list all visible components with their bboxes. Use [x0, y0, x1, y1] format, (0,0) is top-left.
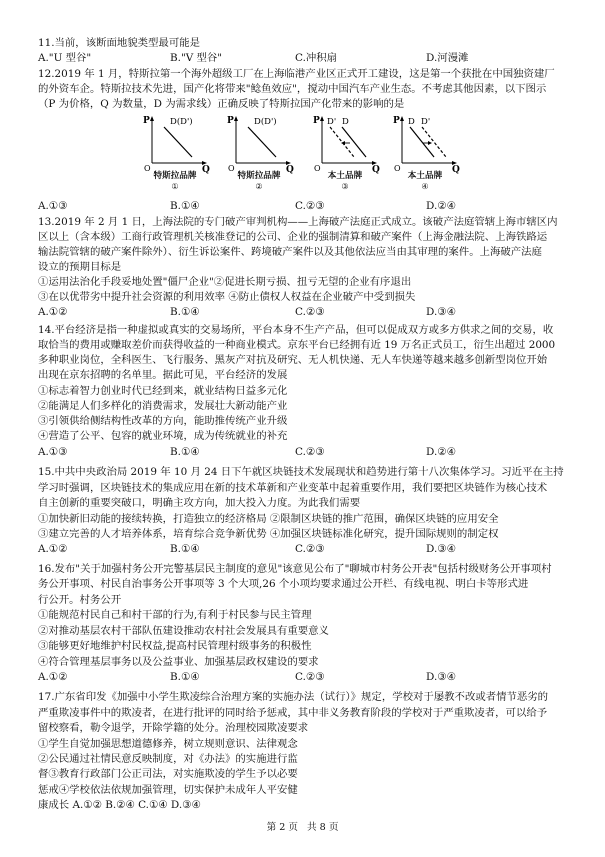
page-number: 第 2 页 [266, 822, 298, 833]
q14-stem-line-1: 14.平台经济是指一种虚拟或真实的交易场所，平台本身不生产产品，但可以促成双方或多方供求之间的交易，收 [38, 324, 554, 336]
graph-3-d1-label: D' [327, 117, 337, 127]
q15-item-line-1: ①加快新旧动能的接续转换，打造独立的经济格局 ②限制区块链的推广范围，确保区块链的应用安全 [38, 513, 499, 525]
q11-option-b: B."V 型谷" [170, 52, 223, 64]
q12-option-a: A.①③ [38, 200, 68, 212]
q11-stem: 11.当前，该断面地貌类型最可能是 [38, 37, 200, 49]
q17-item-line-4: 惩戒④学校依法依规加强管理，切实保护未成年人平安健 [38, 784, 298, 796]
q14-item-1: ①标志着智力创业时代已经到来，就业结构日益多元化 [38, 385, 288, 397]
q15-option-b: B.①④ [170, 543, 200, 555]
q14-options [38, 446, 568, 459]
q12-stem-line-2: 的外资车企。特斯拉技术先进，国产化将带来"鲶鱼效应"，搅动中国汽车产业生态。不考虑其他因素，以下图示 [38, 83, 547, 95]
q16-item-1: ①能规范村民自己和村干部的行为,有利于村民参与民主管理 [38, 609, 312, 621]
q16-stem-line-1: 16.发布"关于加强村务公开完警基层民主制度的意见"该意见公布了"聊城市村务公开表"包括村级财务公开事项村 [38, 563, 552, 575]
graph-1-axes [140, 113, 210, 175]
graph-4-axes [390, 113, 460, 175]
graph-3-d2-label: D [342, 117, 349, 127]
graph-3-o-label: O [314, 164, 321, 173]
q15-option-d: D.③④ [426, 543, 456, 555]
graph-1-o-label: O [144, 164, 151, 173]
q13-item-line-1: ①运用法治化手段妥地处置"僵尸企业"②促进长期亏损、扭亏无望的企业有序退出 [38, 276, 412, 288]
q14-option-a: A.①③ [38, 446, 68, 458]
q12-graph-3 [310, 113, 380, 195]
q16-item-4: ④符合管理基层事务以及公益事业、加强基层政权建设的要求 [38, 656, 319, 668]
q12-option-d: D.②④ [426, 200, 456, 212]
page-total: 共 8 页 [307, 822, 339, 833]
q17-last-line: 康成长 A.①② B.②④ C.①④ D.③④ [38, 799, 201, 811]
q12-graphs [140, 113, 460, 195]
q16-option-a: A.①② [38, 671, 68, 683]
q14-option-d: D.②④ [426, 446, 456, 458]
graph-1-d-label: D(D') [170, 117, 193, 127]
demand-line [164, 127, 192, 157]
demand-line-shifted [330, 127, 354, 157]
graph-4-caption: 本土品牌 [407, 171, 443, 181]
graph-3-q-label: Q [372, 165, 380, 175]
q16-options [38, 671, 568, 684]
q12-stem-line-3: （P 为价格，Q 为数量，D 为需求线）正确反映了特斯拉国产化带来的影响的是 [38, 98, 405, 110]
graph-4-q-label: Q [452, 165, 460, 175]
q15-stem-line-1: 15.中共中央政治局 2019 年 10 月 24 日下午就区块链技术发展现状和趋势进行第十八次集体学习。习近平在主持 [38, 466, 564, 478]
q17-item-line-3: 督③教育行政部门公正司法，对实施欺凌的学生予以必要 [38, 768, 298, 780]
q11-option-c: C.冲积扇 [295, 52, 338, 64]
q16-option-d: D.③④ [426, 671, 456, 683]
q15-item-line-2: ③建立完善的人才培养体系，培育综合竞争新优势 ④加强区块链标准化研究，提升国际规则的制定权 [38, 528, 499, 540]
q14-item-4: ④营造了公平、包容的就业环境，成为传统就业的补充 [38, 430, 288, 442]
q17-stem-line-3: 留校察看，勒令退学，开除学籍的处分。治理校园欺凌要求 [38, 722, 309, 734]
q16-stem-line-2: 务公开事项、村民自治事务公开事项等 3 个大项,26 个小项均要求通过公开栏、有线电视、明白卡等形式进 [38, 578, 529, 590]
q13-stem-line-4: 设立的预期目标是 [38, 261, 122, 273]
page-footer [0, 822, 605, 834]
q14-item-3: ③引领供给侧结构性改革的方向，能助推传统产业升级 [38, 415, 288, 427]
q12-graph-2 [224, 113, 294, 195]
graph-2-d-label: D(D') [254, 117, 277, 127]
q13-item-line-2: ③在以优带劣中提升社会资源的利用效率 ④防止债权人权益在企业破产中受到损失 [38, 291, 416, 303]
q13-option-c: C.②③ [295, 306, 325, 318]
q11-option-d: D.河漫滩 [426, 52, 469, 64]
graph-4-p-label: P [393, 116, 400, 126]
q14-stem-line-2: 取恰当的费用或赚取差价而获得收益的一种商业模式。京东平台已经拥有近 19 万名正式员工，衍生出超过 2000 [38, 339, 556, 351]
q13-option-d: D.③④ [426, 306, 456, 318]
q13-option-a: A.①② [38, 306, 68, 318]
graph-2-p-label: P [227, 116, 234, 126]
q14-item-2: ②能满足人们多样化的消费需求，发展壮大新动能产业 [38, 400, 288, 412]
q15-stem-line-3: 自主创新的重要突破口，明确主攻方向，加大投入力度。为此我们需要 [38, 497, 361, 509]
q11-option-a: A."U 型谷" [38, 52, 92, 64]
graph-1-caption: 特斯拉品牌 [153, 171, 197, 181]
q17-item-line-1: ①学生自觉加强思想道德修养，树立规则意识、法律观念 [38, 738, 298, 750]
demand-line [410, 127, 434, 157]
q13-stem-line-2: 区以上（含本级）工商行政管理机关核准登记的公司、企业的强制清算和破产案件（上海金融法院、上海铁路运 [38, 231, 548, 243]
q13-options [38, 306, 568, 319]
q16-item-2: ②对推动基层农村干部队伍建设推动农村社会发展具有重要意义 [38, 625, 329, 637]
q12-graph-1 [140, 113, 210, 195]
q12-option-c: C.②③ [295, 200, 325, 212]
q15-stem-line-2: 学习时强调，区块链技术的集成应用在新的技术革新和产业变革中起着重要作用，我们要把区块链作为核心技术 [38, 482, 548, 494]
graph-2-q-label: Q [286, 165, 294, 175]
q15-option-c: C.②③ [295, 543, 325, 555]
demand-line-shifted [422, 127, 446, 157]
graph-2-number: ② [255, 182, 263, 191]
q14-option-b: B.①④ [170, 446, 200, 458]
q13-option-b: B.①④ [170, 306, 200, 318]
q14-stem-line-4: 出现在京东招聘的名单里。据此可见，平台经济的发展 [38, 369, 288, 381]
q14-stem-line-3: 多种职业岗位，全科医生、飞行服务、黑灰产对抗及研究、无人机快递、无人车快递等越来越多创新型岗位开始 [38, 354, 548, 366]
graph-2-o-label: O [228, 164, 235, 173]
demand-line [342, 127, 366, 157]
q12-option-b: B.①④ [170, 200, 200, 212]
q17-stem-line-1: 17.广东省印发《加强中小学生欺凌综合治理方案的实施办法（试行）》规定，学校对于屡教不改或者情节恶劣的 [38, 691, 549, 703]
graph-4-number: ④ [421, 182, 429, 191]
graph-1-q-label: Q [202, 165, 210, 175]
graph-3-number: ③ [341, 182, 349, 191]
q16-item-3: ③能够更好地维护村民权益,提高村民管理村级事务的积极性 [38, 640, 312, 652]
q13-stem-line-1: 13.2019 年 2 月 1 日，上海法院的专门破产审判机构——上海破产法庭正式成立。该破产法庭管辖上海市辖区内 [38, 216, 558, 228]
q15-options [38, 543, 568, 556]
graph-3-p-label: P [313, 116, 320, 126]
graph-1-p-label: P [143, 116, 150, 126]
q16-stem-line-3: 行公开。村务公开 [38, 594, 122, 606]
q12-stem-line-1: 12.2019 年 1 月，特斯拉第一个海外超级工厂在上海临港产业区正式开工建设，这是第一个获批在中国独资建厂 [38, 68, 555, 80]
graph-3-axes [310, 113, 380, 175]
q13-stem-line-3: 输法院管辖的破产案件除外）、衍生诉讼案件、跨境破产案件以及其他依法应当由其审理的案件。上海破产法庭 [38, 246, 542, 258]
graph-4-o-label: O [394, 164, 401, 173]
q15-option-a: A.①② [38, 543, 68, 555]
q12-graph-4 [390, 113, 460, 195]
graph-1-number: ① [171, 182, 179, 191]
graph-2-axes [224, 113, 294, 175]
q16-option-b: B.①④ [170, 671, 200, 683]
q17-item-line-2: ②公民通过社情民意反映制度，对《办法》的实施进行监 [38, 753, 298, 765]
graph-4-d2-label: D' [421, 117, 431, 127]
demand-line [248, 127, 276, 157]
graph-2-caption: 特斯拉品牌 [237, 171, 281, 181]
q14-option-c: C.②③ [295, 446, 325, 458]
q12-options [38, 200, 568, 213]
graph-4-d1-label: D [408, 117, 415, 127]
q16-option-c: C.②③ [295, 671, 325, 683]
q17-stem-line-2: 严重欺凌事件中的欺凌者，在进行批评的同时给予惩戒，其中非义务教育阶段的学校对于严重欺凌者，可以给予 [38, 707, 548, 719]
q11-options [38, 52, 568, 65]
graph-3-caption: 本土品牌 [327, 171, 363, 181]
